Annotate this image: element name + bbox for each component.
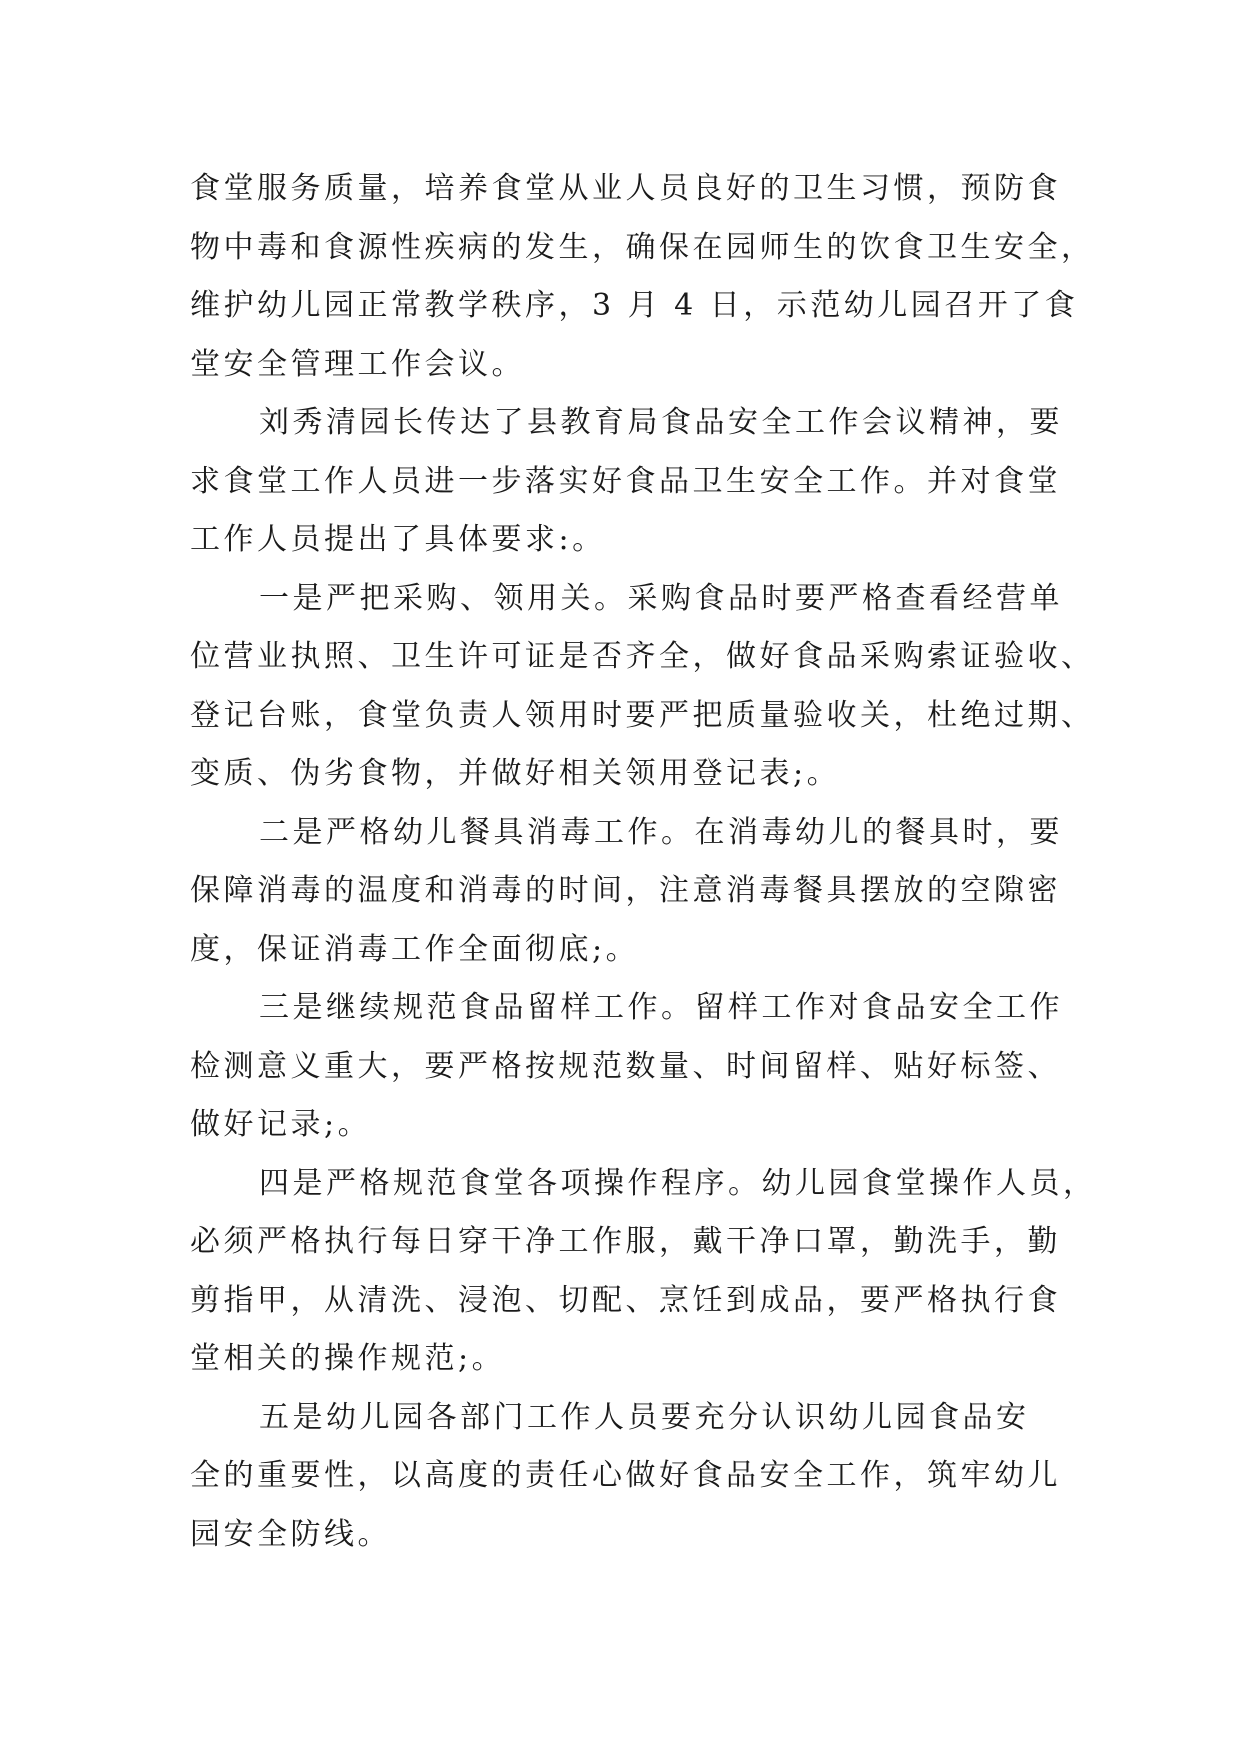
text-line: 刘秀清园长传达了县教育局食品安全工作会议精神，要 [259, 405, 1063, 440]
paragraph-7 [190, 1389, 1090, 1565]
text-line: 食堂服务质量，培养食堂从业人员良好的卫生习惯，预防食 [190, 171, 1061, 206]
paragraph-5 [190, 979, 1090, 1155]
text-line: 求食堂工作人员进一步落实好食品卫生安全工作。并对食堂 [190, 463, 1061, 499]
text-line: 检测意义重大，要严格按规范数量、时间留样、贴好标签、 [190, 1048, 1061, 1084]
text-line: 四是严格规范食堂各项操作程序。幼儿园食堂操作人员， [259, 1165, 1097, 1201]
text-line: 堂安全管理工作会议。 [190, 346, 525, 382]
document-body [190, 160, 1097, 1564]
text-line: 物中毒和食源性疾病的发生，确保在园师生的饮食卫生安全， [190, 229, 1095, 265]
text-line: 位营业执照、卫生许可证是否齐全，做好食品采购索证验收、 [190, 639, 1095, 674]
text-line: 必须严格执行每日穿干净工作服，戴干净口罩，勤洗手，勤 [190, 1224, 1061, 1259]
text-line: 保障消毒的温度和消毒的时间，注意消毒餐具摆放的空隙密 [190, 873, 1061, 908]
text-line: 堂相关的操作规范;。 [190, 1341, 506, 1376]
paragraph-6 [190, 1155, 1097, 1389]
text-line: 维护幼儿园正常教学秩序，3 月 4 日，示范幼儿园召开了食 [190, 288, 1079, 323]
paragraph-3 [190, 570, 1095, 804]
text-line: 做好记录;。 [190, 1107, 372, 1142]
text-line: 登记台账，食堂负责人领用时要严把质量验收关，杜绝过期、 [190, 697, 1095, 733]
text-line: 工作人员提出了具体要求:。 [190, 522, 606, 557]
text-line: 度，保证消毒工作全面彻底;。 [190, 931, 640, 967]
text-line: 变质、伪劣食物，并做好相关领用登记表;。 [190, 756, 841, 791]
text-line: 三是继续规范食品留样工作。留样工作对食品安全工作 [259, 990, 1063, 1025]
paragraph-1 [190, 160, 1095, 394]
text-line: 剪指甲，从清洗、浸泡、切配、烹饪到成品，要严格执行食 [190, 1282, 1061, 1318]
paragraph-2 [190, 394, 1090, 570]
text-line: 园安全防线。 [190, 1516, 391, 1552]
text-line: 全的重要性，以高度的责任心做好食品安全工作，筑牢幼儿 [190, 1458, 1061, 1493]
text-line: 五是幼儿园各部门工作人员要充分认识幼儿园食品安 [259, 1399, 1030, 1435]
paragraph-4 [190, 804, 1090, 980]
text-line: 一是严把采购、领用关。采购食品时要严格查看经营单 [259, 580, 1063, 616]
text-line: 二是严格幼儿餐具消毒工作。在消毒幼儿的餐具时，要 [259, 814, 1063, 850]
